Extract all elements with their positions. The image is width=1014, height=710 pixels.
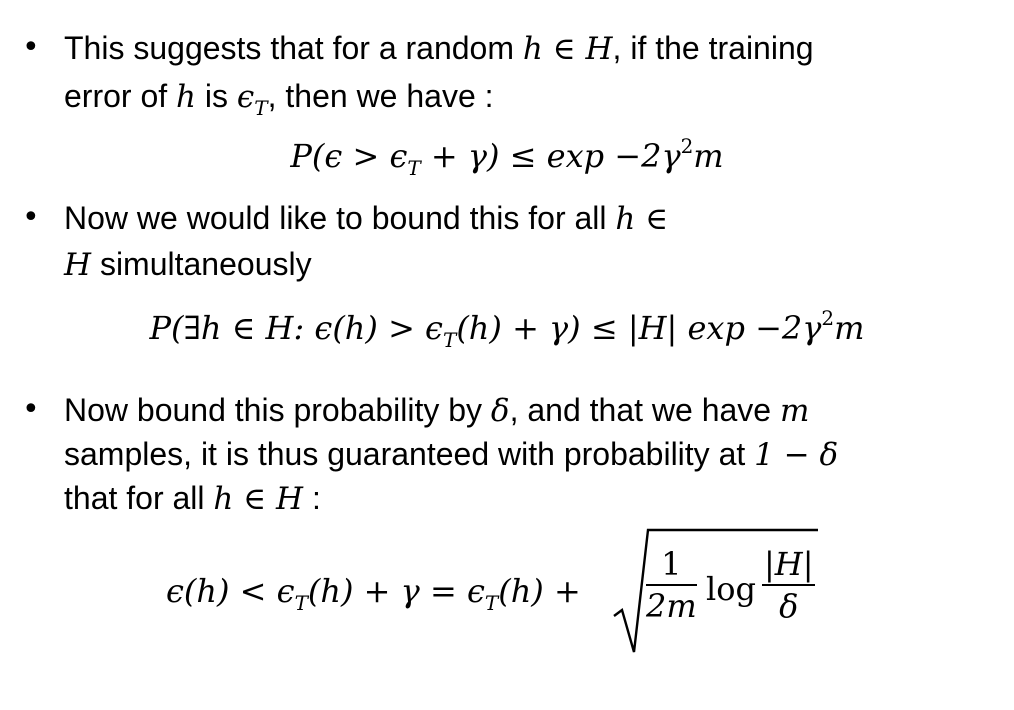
bullet-1-line-1: This suggests that for a random h ∈ H, if the training <box>64 30 814 67</box>
fraction-H-over-delta: $\frac{|H|}{\delta}$ <box>764 545 814 625</box>
bullet-2-line-1: Now we would like to bound this for all h ∈ <box>64 200 669 237</box>
bullet-3-line-1: Now bound this probability by δ, and that we have m <box>64 392 810 429</box>
bullet-2-line-2: H simultaneously <box>64 246 312 283</box>
bullet-1-line-2: error of h is $\epsilon_T$, then we have : <box>64 78 494 120</box>
fraction-one-over-2m: $\frac{1}{2m}$ <box>646 545 697 625</box>
log-operator: log <box>706 570 756 608</box>
bullet-3-line-2: samples, it is thus guaranteed with probability at 1 − δ <box>64 436 839 473</box>
bullet-dot-icon: • <box>22 30 40 65</box>
equation-2: P(∃h ∈ H: $\epsilon(h) > \epsilon_T(h) + \gamma) \le |H|$ $\exp -2\gamma^2m$ <box>149 306 865 352</box>
equation-1: $P(\epsilon > \epsilon_T + \gamma) \le \exp -2\gamma^2m$ <box>290 134 724 180</box>
equation-3-lhs: $\epsilon(h) < \epsilon_T(h) + \gamma = \epsilon_T(h)$ + <box>166 572 581 615</box>
bullet-dot-icon: • <box>22 200 40 235</box>
bullet-dot-icon: • <box>22 392 40 427</box>
bullet-3-line-3: that for all h ∈ H : <box>64 480 321 517</box>
